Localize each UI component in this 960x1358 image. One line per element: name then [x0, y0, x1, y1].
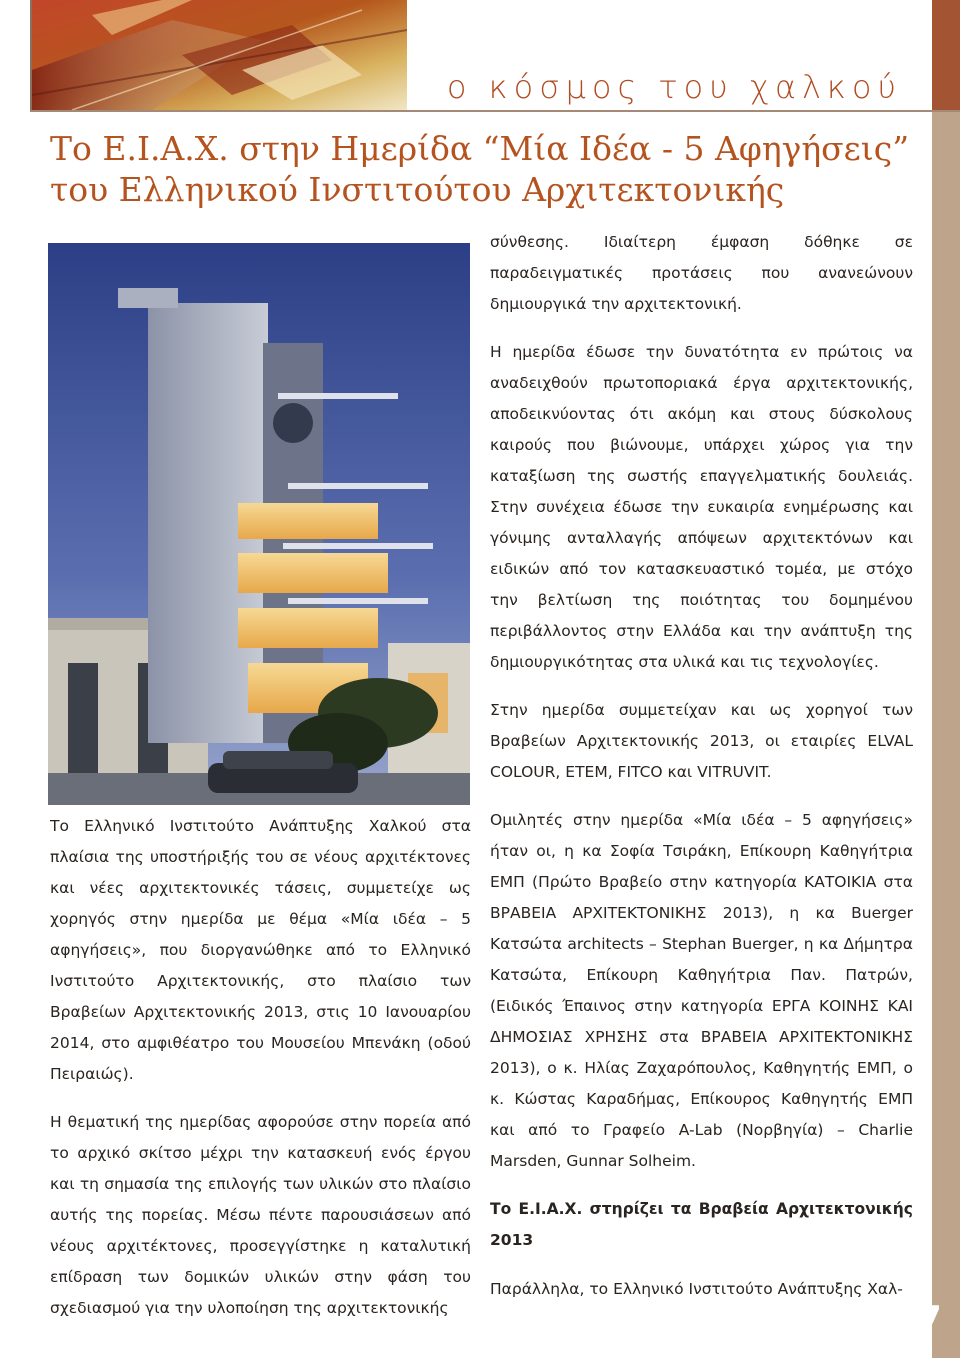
side-bar-top — [932, 0, 960, 110]
right-text-column — [490, 227, 913, 1322]
paragraph: Ομιλητές στην ημερίδα «Μία ιδέα – 5 αφηγήσεις» ήταν οι, η κα Σοφία Τσιράκη, Επίκουρη Καθηγήτρια ΕΜΠ (Πρώτο Βραβείο στην κατηγορία ΚΑΤΟΙΚΙΑ στα ΒΡΑΒΕΙΑ ΑΡΧΙΤΕΚΤΟΝΙΚΗΣ 2013), η κα Buerger Κατσώτα architects – Stephan Buerger, η κα Δήμητρα Κατσώτα, Επίκουρη Καθηγήτρια Παν. Πατρών, (Ειδικός Έπαινος στην κατηγορία ΕΡΓΑ ΚΟΙΝΗΣ ΚΑΙ ΔΗΜΟΣΙΑΣ ΧΡΗΣΗΣ στα ΒΡΑΒΕΙΑ ΑΡΧΙΤΕΚΤΟΝΙΚΗΣ 2013), ο κ. Ηλίας Ζαχαρόπουλος, Καθηγητής ΕΜΠ, ο κ. Κώστας Καραδήμας, Επίκουρος Καθηγητής ΕΜΠ και από το Γραφείο A-Lab (Νορβηγία) – Charlie Marsden, Gunnar Solheim. — [490, 811, 913, 1170]
paragraph: Στην ημερίδα συμμετείχαν και ως χορηγοί των Βραβείων Αρχιτεκτονικής 2013, οι εταιρίες ELVAL COLOUR, ETEM, FITCO και VITRUVIT. — [490, 701, 913, 781]
paragraph: Η θεματική της ημερίδας αφορούσε στην πορεία από το αρχικό σκίτσο μέχρι την κατασκευή ενός έργου και τη σημασία της επιλογής των υλικών στο πλαίσιο αυτής της πορείας. Μέσω πέντε παρουσιάσεων από νέους αρχιτέκτονες, προσεγγίστηκε η καταλυτική επίδραση των δομικών υλικών στην φάση του σχεδιασμού για την υλοποίηση της αρχιτεκτονικής — [50, 1113, 471, 1317]
paragraph: Η ημερίδα έδωσε την δυνατότητα εν πρώτοις να αναδειχθούν πρωτοποριακά έργα αρχιτεκτονικής, αποδεικνύοντας ότι ακόμη και στους δύσκολους καιρούς που βιώνουμε, υπάρχει χώρος για την καταξίωση της σωστής επαγγελματικής δουλειάς. Στην συνέχεια έδωσε την ευκαιρία ενημέρωσης και γόνιμης ανταλλαγής απόψεων αρχιτεκτόνων και ειδικών από τον κατασκευαστικό τομέα, με στόχο την βελτίωση της ποιότητας του δομημένου περιβάλλοντος στην Ελλάδα και την ανάπτυξη της δημιουργικότητας στα υλικά και τις τεχνολογίες. — [490, 343, 913, 671]
paragraph: Το Ελληνικό Ινστιτούτο Ανάπτυξης Χαλκού στα πλαίσια της υποστήριξής του σε νέους αρχιτέκτονες και νέες αρχιτεκτονικές τάσεις, συμμετείχε ως χορηγός στην ημερίδα με θέμα «Μία ιδέα – 5 αφηγήσεις», που διοργανώθηκε από το Ελληνικό Ινστιτούτο Αρχιτεκτονικής, στο πλαίσιο των Βραβείων Αρχιτεκτονικής 2013, στις 10 Ιανουαρίου 2014, στο αμφιθέατρο του Μουσείου Μπενάκη (οδού Πειραιώς). — [50, 817, 471, 1083]
header-abstract-image — [32, 0, 407, 110]
paragraph: Παράλληλα, το Ελληνικό Ινστιτούτο Ανάπτυξης Χαλ- — [490, 1280, 903, 1298]
section-subheading: Το Ε.Ι.Α.Χ. στηρίζει τα Βραβεία Αρχιτεκτονικής 2013 — [490, 1200, 913, 1249]
page-number: 7 — [915, 1298, 942, 1342]
building-photo — [48, 243, 470, 805]
article-title: Το Ε.Ι.Α.Χ. στην Ημερίδα “Μία Ιδέα - 5 Αφηγήσεις” του Ελληνικού Ινστιτούτου Αρχιτεκτονικής — [50, 129, 910, 209]
frame-line-horizontal — [30, 110, 960, 112]
paragraph: σύνθεσης. Ιδιαίτερη έμφαση δόθηκε σε παραδειγματικές προτάσεις που ανανεώνουν δημιουργικά την αρχιτεκτονική. — [490, 233, 913, 313]
side-bar — [932, 112, 960, 1358]
section-kicker: ο κόσμος του χαλκού — [446, 68, 902, 106]
left-text-column — [50, 811, 471, 1341]
